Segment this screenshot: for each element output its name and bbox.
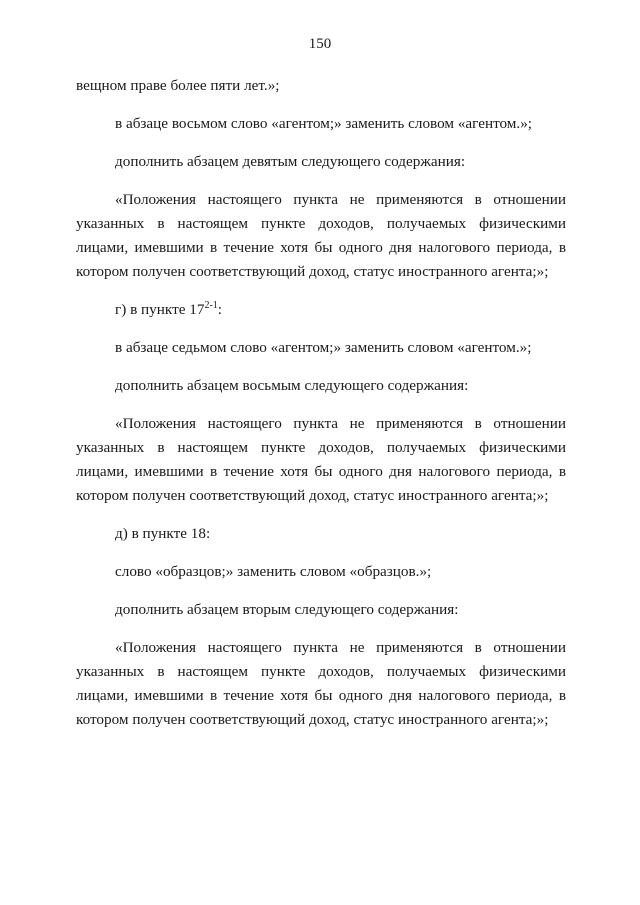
- paragraph-subitem-g: [76, 298, 566, 322]
- paragraph-amendment: дополнить абзацем восьмым следующего содержания:: [115, 377, 469, 394]
- paragraph-quoted-provision: «Положения настоящего пункта не применяются в отношении указанных в настоящем пункте доходов, получаемых физическими лицами, имевшими в течение хотя бы одного дня налогового периода, в котором получен соответствующий доход, статус иностранного агента;»;: [76, 191, 566, 280]
- paragraph-subitem-d: д) в пункте 18:: [115, 525, 211, 542]
- document-body: [76, 74, 566, 732]
- subitem-text-after: :: [217, 301, 223, 318]
- subitem-text: г) в пункте 17: [115, 301, 205, 318]
- paragraph-continuation: вещном праве более пяти лет.»;: [76, 77, 280, 94]
- paragraph-amendment: дополнить абзацем вторым следующего содержания:: [115, 601, 459, 618]
- paragraph-quoted-provision: «Положения настоящего пункта не применяются в отношении указанных в настоящем пункте доходов, получаемых физическими лицами, имевшими в течение хотя бы одного дня налогового периода, в котором получен соответствующий доход, статус иностранного агента;»;: [76, 415, 566, 504]
- paragraph-amendment: в абзаце восьмом слово «агентом;» заменить словом «агентом.»;: [115, 115, 533, 132]
- page-number: 150: [308, 36, 332, 52]
- paragraph-amendment: дополнить абзацем девятым следующего содержания:: [115, 153, 466, 170]
- paragraph-amendment: слово «образцов;» заменить словом «образцов.»;: [115, 563, 432, 580]
- paragraph-amendment: в абзаце седьмом слово «агентом;» заменить словом «агентом.»;: [115, 339, 532, 356]
- subitem-superscript: 2-1: [204, 299, 218, 311]
- paragraph-quoted-provision: «Положения настоящего пункта не применяются в отношении указанных в настоящем пункте доходов, получаемых физическими лицами, имевшими в течение хотя бы одного дня налогового периода, в котором получен соответствующий доход, статус иностранного агента;»;: [76, 639, 566, 728]
